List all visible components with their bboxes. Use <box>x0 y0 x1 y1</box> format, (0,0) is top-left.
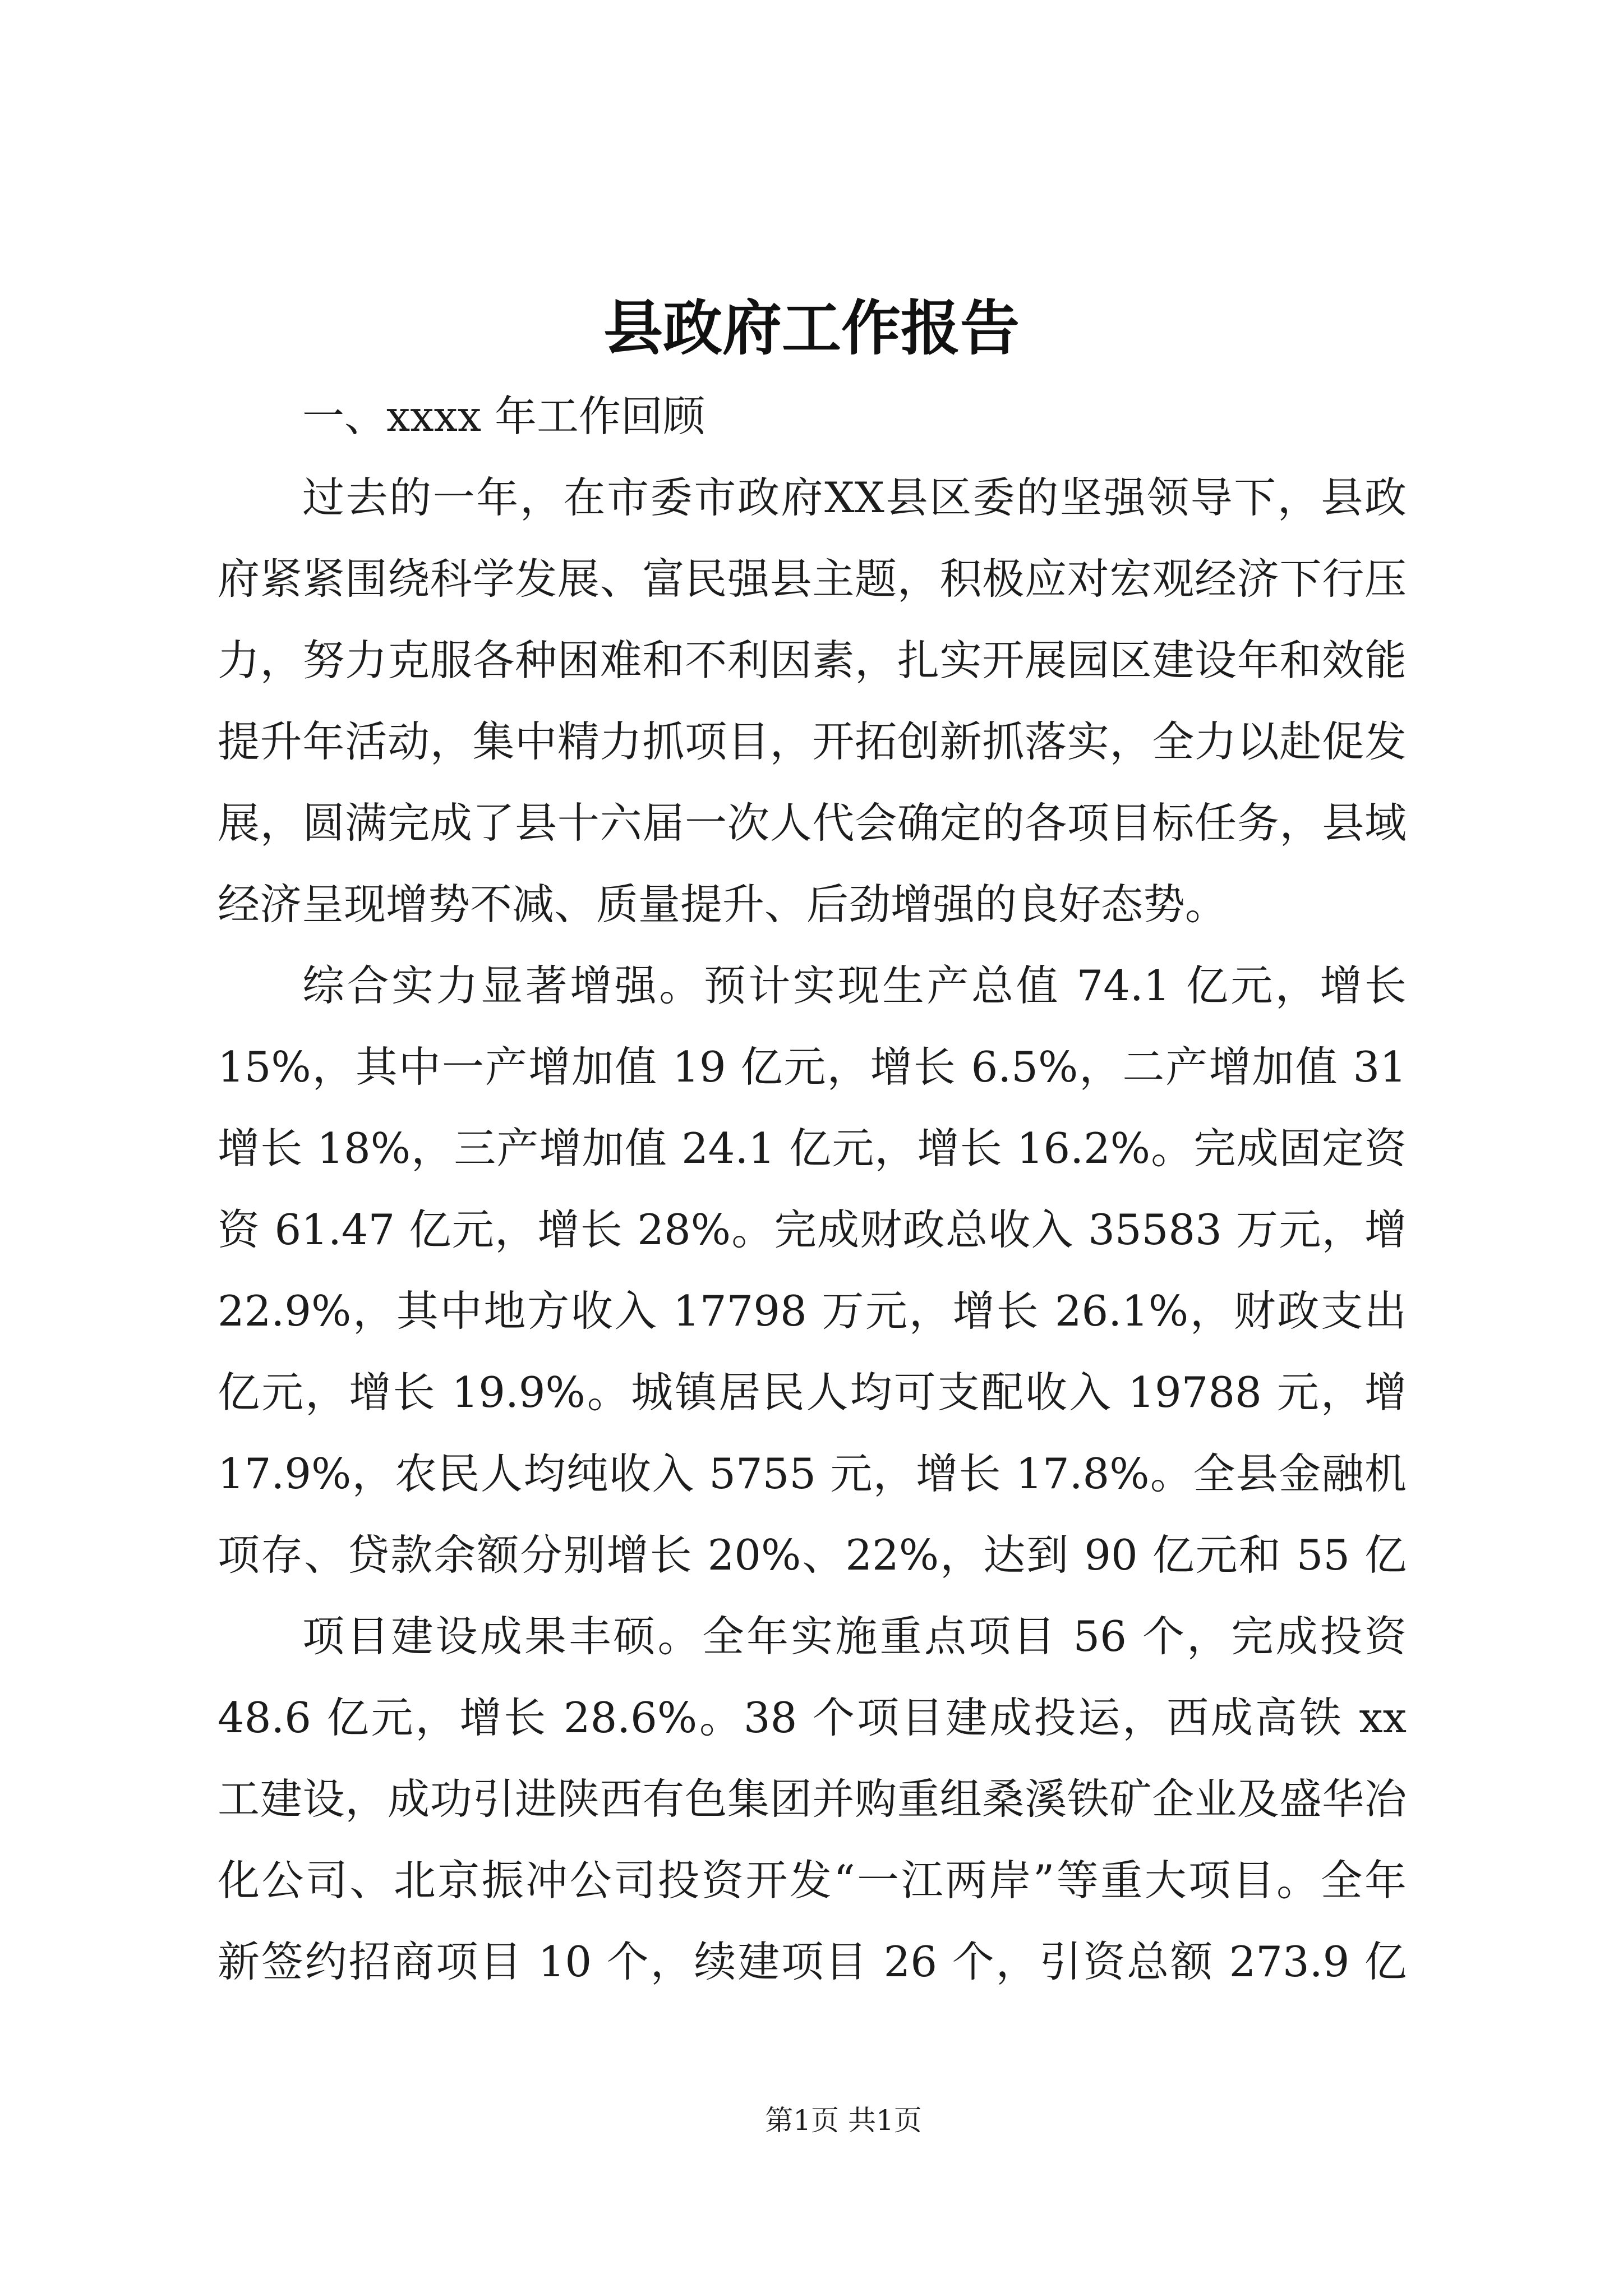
paragraph-line: 新签约招商项目 10 个，续建项目 26 个，引资总额 273.9 亿 <box>218 1937 1407 1986</box>
paragraph-line: 48.6 亿元，增长 28.6%。38 个项目建成投运，西成高铁 xx <box>218 1693 1407 1742</box>
paragraph-line: 展，圆满完成了县十六届一次人代会确定的各项目标任务，县域 <box>218 798 1407 848</box>
paragraph <box>218 457 1407 945</box>
paragraph-line: 项存、贷款余额分别增长 20%、22%，达到 90 亿元和 55 亿 <box>218 1530 1407 1580</box>
paragraph-line: 过去的一年，在市委市政府XX县区委的坚强领导下，县政 <box>302 473 1407 522</box>
paragraph-line: 项目建设成果丰硕。全年实施重点项目 56 个，完成投资 <box>302 1612 1407 1661</box>
paragraph-line: 增长 18%，三产增加值 24.1 亿元，增长 16.2%。完成固定资 <box>218 1124 1407 1173</box>
paragraph-line: 22.9%，其中地方收入 17798 万元，增长 26.1%，财政支出 <box>218 1286 1407 1336</box>
paragraph-line: 资 61.47 亿元，增长 28%。完成财政总收入 35583 万元，增 <box>218 1205 1407 1254</box>
paragraph-line: 力，努力克服各种困难和不利因素，扎实开展园区建设年和效能 <box>218 636 1407 685</box>
paragraph-line: 府紧紧围绕科学发展、富民强县主题，积极应对宏观经济下行压 <box>218 554 1407 604</box>
paragraph-line: 经济呈现增势不减、质量提升、后劲增强的良好态势。 <box>218 880 1228 929</box>
paragraph-line: 化公司、北京振冲公司投资开发“一江两岸”等重大项目。全年 <box>218 1856 1407 1905</box>
paragraph-line: 提升年活动，集中精力抓项目，开拓创新抓落实，全力以赴促发 <box>218 717 1407 766</box>
page-footer: 第1页 共1页 <box>765 2104 922 2137</box>
paragraph-line: 17.9%，农民人均纯收入 5755 元，增长 17.8%。全县金融机 <box>218 1449 1407 1498</box>
paragraph-line: 综合实力显著增强。预计实现生产总值 74.1 亿元，增长 <box>302 961 1407 1010</box>
document-body <box>218 376 1407 2003</box>
paragraph <box>218 945 1407 1596</box>
paragraph-line: 15%，其中一产增加值 19 亿元，增长 6.5%，二产增加值 31 <box>218 1042 1407 1092</box>
paragraph <box>218 1596 1407 2003</box>
section-heading: 一、xxxx 年工作回顾 <box>302 392 706 441</box>
paragraph-line: 工建设，成功引进陕西有色集团并购重组桑溪铁矿企业及盛华冶 <box>218 1774 1407 1824</box>
document-title: 县政府工作报告 <box>603 293 1020 363</box>
paragraph-line: 亿元，增长 19.9%。城镇居民人均可支配收入 19788 元，增 <box>218 1368 1407 1417</box>
